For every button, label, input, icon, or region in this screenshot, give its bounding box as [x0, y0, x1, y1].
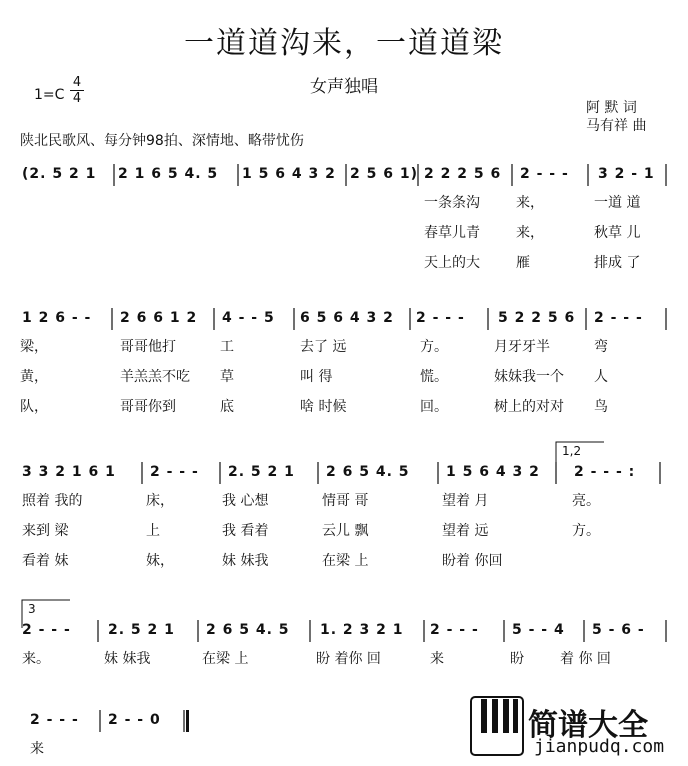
- lyric-syllables: 弯: [594, 339, 608, 355]
- lyric-syllables: 上: [146, 523, 160, 539]
- measure-notes: 2 - - -: [22, 622, 71, 638]
- time-signature-top: 4: [72, 75, 82, 90]
- lyric-syllables: 来到 梁: [22, 523, 69, 539]
- lyric-syllables: 排成 了: [594, 255, 641, 271]
- measure-notes: 1 2 6 - -: [22, 310, 92, 326]
- lyric-syllables: 天上的大: [424, 255, 480, 271]
- lyric-syllables: 盼: [510, 651, 524, 667]
- lyric-syllables: 我 看着: [222, 523, 269, 539]
- lyric-syllables: 方。: [420, 339, 448, 355]
- measure-notes: 2. 5 2 1: [228, 464, 295, 480]
- measure-notes: 2 1 6 5 4. 5: [118, 166, 219, 182]
- volta-label: 1,2: [562, 444, 582, 458]
- lyric-syllables: 照着 我的: [22, 493, 83, 509]
- measure-notes: 2 - - -: [430, 622, 479, 638]
- lyric-syllables: 雁: [516, 255, 530, 271]
- measure-notes: 2 2 2 5 6: [424, 166, 502, 182]
- lyric-syllables: 黄，: [20, 369, 48, 385]
- measure-notes: 4 - - 5: [222, 310, 275, 326]
- site-logo-text: 简谱大全: [528, 708, 648, 743]
- measure-notes: 1. 2 3 2 1: [320, 622, 404, 638]
- measure-notes: 2 6 5 4. 5: [206, 622, 290, 638]
- final-bar-line: [186, 710, 189, 732]
- lyric-syllables: 啥 时候: [300, 399, 347, 415]
- lyricist-credit: 阿 默 词: [586, 100, 637, 116]
- volta-bracket: [22, 600, 70, 628]
- lyric-syllables: 来: [430, 651, 444, 667]
- lyric-syllables: 人: [594, 369, 608, 385]
- lyric-syllables: 妹 妹我: [104, 651, 151, 667]
- lyric-syllables: 工: [220, 339, 234, 355]
- lyric-syllables: 一条条沟: [424, 195, 480, 211]
- lyric-syllables: 方。: [572, 523, 600, 539]
- measure-notes: 1 5 6 4 3 2: [446, 464, 540, 480]
- lyric-syllables: 来，: [516, 225, 544, 241]
- measure-notes: 3 3 2 1 6 1: [22, 464, 116, 480]
- measure-notes: 1 5 6 4 3 2: [242, 166, 336, 182]
- lyric-syllables: 哥哥他打: [120, 339, 176, 355]
- lyric-syllables: 秋草 儿: [594, 225, 641, 241]
- volta-bracket: [556, 442, 604, 470]
- lyric-syllables: 月牙牙半: [494, 339, 550, 355]
- measure-notes: 5 2 2 5 6: [498, 310, 576, 326]
- measure-notes: 2. 5 2 1: [108, 622, 175, 638]
- lyric-syllables: 来: [30, 741, 44, 757]
- lyric-syllables: 去了 远: [300, 339, 347, 355]
- measure-notes: 2 5 6 1): [350, 166, 418, 182]
- lyric-syllables: 云儿 飘: [322, 523, 369, 539]
- lyric-syllables: 妹妹我一个: [494, 369, 564, 385]
- measure-notes: 6 5 6 4 3 2: [300, 310, 394, 326]
- measure-notes: 2 6 5 4. 5: [326, 464, 410, 480]
- measure-notes: 5 - 6 -: [592, 622, 645, 638]
- lyric-syllables: 在梁 上: [202, 651, 249, 667]
- measure-notes: 2 - - -: [594, 310, 643, 326]
- lyric-syllables: 盼着 你回: [442, 553, 503, 569]
- lyric-syllables: 来。: [22, 651, 50, 667]
- measure-notes: 2 6 6 1 2: [120, 310, 198, 326]
- lyric-syllables: 春草儿青: [424, 225, 480, 241]
- lyric-syllables: 望着 远: [442, 523, 489, 539]
- lyric-syllables: 我 心想: [222, 493, 269, 509]
- lyric-syllables: 妹，: [146, 553, 174, 569]
- lyric-syllables: 床，: [146, 493, 174, 509]
- measure-notes: (2. 5 2 1: [22, 166, 97, 182]
- lyric-syllables: 情哥 哥: [322, 493, 369, 509]
- lyric-syllables: 望着 月: [442, 493, 489, 509]
- key-signature: 1=C: [34, 87, 65, 103]
- measure-notes: 2 - - -: [30, 712, 79, 728]
- lyric-syllables: 鸟: [594, 399, 608, 415]
- song-title: 一道道沟来，一道道梁: [184, 26, 504, 61]
- lyric-syllables: 队，: [20, 399, 48, 415]
- lyric-syllables: 底: [220, 399, 234, 415]
- song-subtitle: 女声独唱: [310, 77, 378, 97]
- measure-notes: 2 - - -: [416, 310, 465, 326]
- lyric-syllables: 慌。: [420, 369, 448, 385]
- lyric-syllables: 着 你 回: [560, 651, 611, 667]
- lyric-syllables: 回。: [420, 399, 448, 415]
- site-url: jianpudq.com: [534, 736, 665, 757]
- measure-notes: 2 - - -: [520, 166, 569, 182]
- measure-notes: 2 - - -: [150, 464, 199, 480]
- lyric-syllables: 羊羔羔不吃: [120, 369, 190, 385]
- measure-notes: 3 2 - 1: [598, 166, 655, 182]
- lyric-syllables: 叫 得: [300, 369, 333, 385]
- lyric-syllables: 树上的对对: [494, 399, 564, 415]
- time-signature-bottom: 4: [72, 91, 82, 106]
- lyric-syllables: 亮。: [572, 493, 600, 509]
- performance-note: 陕北民歌风、每分钟98拍、深情地、略带忧伤: [20, 133, 304, 149]
- lyric-syllables: 梁，: [20, 339, 48, 355]
- lyric-syllables: 妹 妹我: [222, 553, 269, 569]
- lyric-syllables: 看着 妹: [22, 553, 69, 569]
- lyric-syllables: 盼 着你 回: [316, 651, 381, 667]
- measure-notes: 2 - - 0: [108, 712, 161, 728]
- lyric-syllables: 一道 道: [594, 195, 641, 211]
- lyric-syllables: 在梁 上: [322, 553, 369, 569]
- composer-credit: 马有祥 曲: [586, 118, 647, 134]
- lyric-syllables: 草: [220, 369, 234, 385]
- lyric-syllables: 来，: [516, 195, 544, 211]
- volta-label: 3: [28, 602, 36, 616]
- piano-keys-icon: [470, 696, 524, 756]
- measure-notes: 2 - - - :: [574, 464, 636, 480]
- lyric-syllables: 哥哥你到: [120, 399, 176, 415]
- measure-notes: 5 - - 4: [512, 622, 565, 638]
